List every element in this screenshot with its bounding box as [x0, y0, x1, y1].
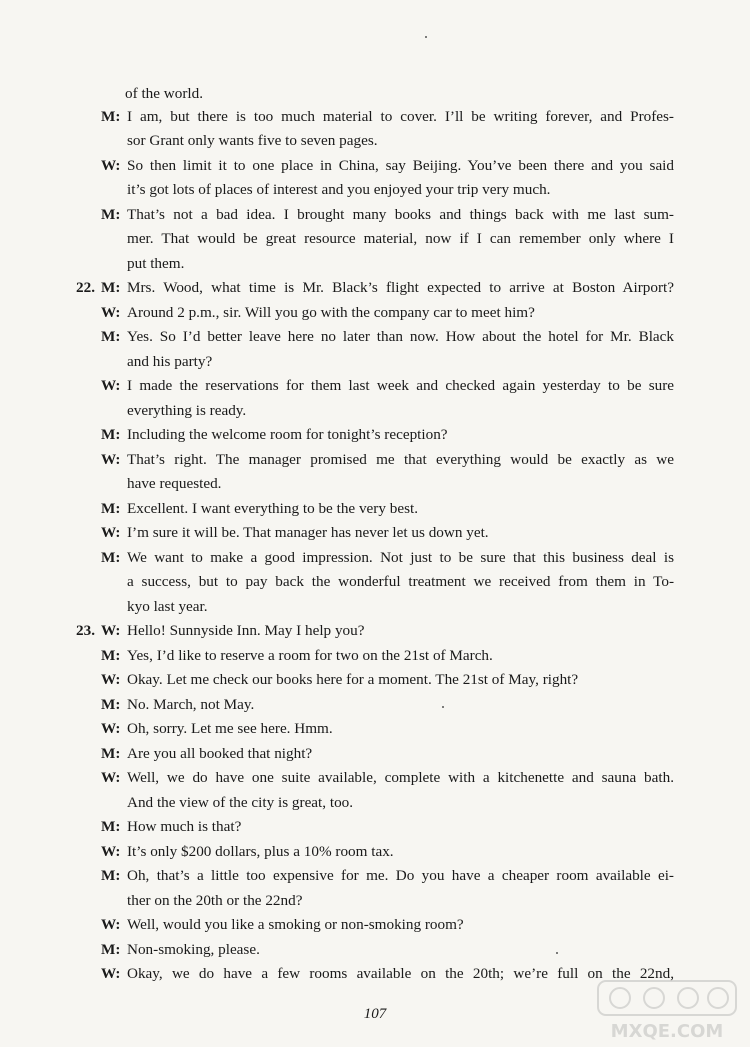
- text-line: Non-smoking, please.: [127, 941, 260, 958]
- speaker-label: W:: [101, 622, 121, 639]
- text-line: No. March, not May.: [127, 696, 255, 713]
- text-line: sor Grant only wants five to seven pages.: [127, 132, 378, 149]
- page-number: 107: [363, 1006, 387, 1022]
- text-line: Hello! Sunnyside Inn. May I help you?: [127, 622, 365, 639]
- speaker-label: W:: [101, 157, 121, 174]
- text-line: and his party?: [127, 353, 213, 370]
- text-line: Yes. So I’d better leave here no later than now. How about the hotel for Mr. Black: [127, 328, 674, 345]
- speaker-label: M:: [101, 549, 121, 566]
- text-line: Around 2 p.m., sir. Will you go with the company car to meet him?: [127, 304, 535, 321]
- text-line: Well, would you like a smoking or non-smoking room?: [127, 916, 464, 933]
- speaker-label: W:: [101, 916, 121, 933]
- speaker-label: M:: [101, 206, 121, 223]
- speaker-label: M:: [101, 696, 121, 713]
- text-line: Oh, that’s a little too expensive for me. Do you have a cheaper room available ei-: [127, 867, 674, 884]
- text-line: have requested.: [127, 475, 222, 492]
- speaker-label: W:: [101, 843, 121, 860]
- speaker-label: M:: [101, 818, 121, 835]
- text-line: Excellent. I want everything to be the very best.: [127, 500, 418, 517]
- speaker-label: W:: [101, 720, 121, 737]
- text-line: We want to make a good impression. Not just to be sure that this business deal is: [127, 549, 674, 566]
- speaker-label: M:: [101, 941, 121, 958]
- text-line: Including the welcome room for tonight’s reception?: [127, 426, 448, 443]
- text-line: a success, but to pay back the wonderful treatment we received from them in To-: [127, 573, 674, 590]
- text-line: That’s right. The manager promised me that everything would be exactly as we: [127, 451, 674, 468]
- watermark-text: MXQE.COM: [610, 1021, 724, 1042]
- text-line: kyo last year.: [127, 598, 208, 615]
- speaker-label: W:: [101, 524, 121, 541]
- text-line: So then limit it to one place in China, say Beijing. You’ve been there and you said: [127, 157, 674, 174]
- question-number: 23.: [76, 622, 95, 639]
- speaker-label: M:: [101, 745, 121, 762]
- speaker-label: M:: [101, 867, 121, 884]
- text-line: I made the reservations for them last week and checked again yesterday to be sure: [127, 377, 674, 394]
- text-line: ther on the 20th or the 22nd?: [127, 892, 303, 909]
- watermark-logo: [592, 979, 742, 1043]
- speaker-label: W:: [101, 769, 121, 786]
- speaker-label: M:: [101, 426, 121, 443]
- text-line: everything is ready.: [127, 402, 247, 419]
- speaker-label: M:: [101, 279, 121, 296]
- speaker-label: M:: [101, 328, 121, 345]
- scan-speck: [442, 706, 444, 708]
- text-line: it’s got lots of places of interest and you enjoyed your trip very much.: [127, 181, 551, 198]
- speaker-label: W:: [101, 965, 121, 982]
- text-line: How much is that?: [127, 818, 242, 835]
- speaker-label: W:: [101, 304, 121, 321]
- text-line: Okay, we do have a few rooms available on the 20th; we’re full on the 22nd,: [127, 965, 674, 982]
- text-line: of the world.: [125, 85, 204, 102]
- text-line: I’m sure it will be. That manager has never let us down yet.: [127, 524, 489, 541]
- text-line: Yes, I’d like to reserve a room for two on the 21st of March.: [127, 647, 493, 664]
- scan-speck: [425, 36, 427, 38]
- text-line: Are you all booked that night?: [127, 745, 313, 762]
- text-line: It’s only $200 dollars, plus a 10% room tax.: [127, 843, 394, 860]
- text-line: Okay. Let me check our books here for a moment. The 21st of May, right?: [127, 671, 579, 688]
- text-line: Oh, sorry. Let me see here. Hmm.: [127, 720, 333, 737]
- text-line: Mrs. Wood, what time is Mr. Black’s flight expected to arrive at Boston Airport?: [127, 279, 674, 296]
- speaker-label: M:: [101, 647, 121, 664]
- text-line: And the view of the city is great, too.: [127, 794, 354, 811]
- speaker-label: W:: [101, 451, 121, 468]
- speaker-label: M:: [101, 108, 121, 125]
- scan-speck: [556, 952, 558, 954]
- text-line: mer. That would be great resource material, now if I can remember only where I: [127, 230, 674, 247]
- text-line: I am, but there is too much material to cover. I’ll be writing forever, and Profes-: [127, 108, 674, 125]
- question-number: 22.: [76, 279, 95, 296]
- speaker-label: M:: [101, 500, 121, 517]
- speaker-label: W:: [101, 377, 121, 394]
- speaker-label: W:: [101, 671, 121, 688]
- text-line: put them.: [127, 255, 185, 272]
- text-line: That’s not a bad idea. I brought many books and things back with me last sum-: [127, 206, 674, 223]
- text-line: Well, we do have one suite available, complete with a kitchenette and sauna bath.: [127, 769, 674, 786]
